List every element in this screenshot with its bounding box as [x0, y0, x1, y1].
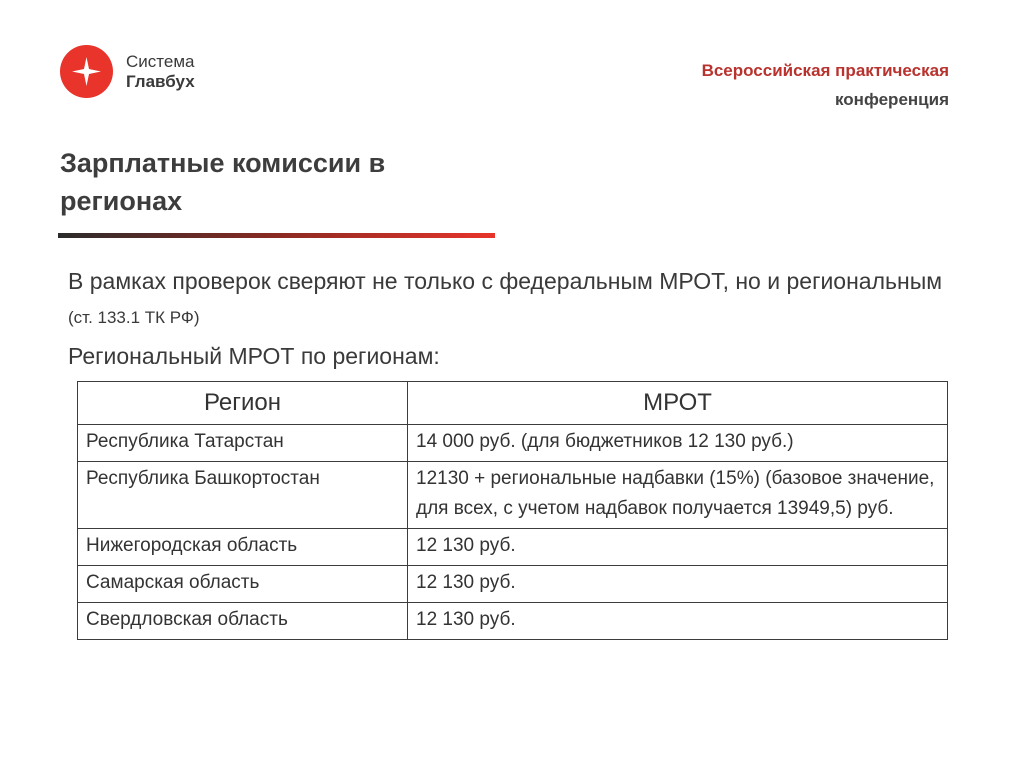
brand-logo	[60, 45, 195, 98]
law-reference: (ст. 133.1 ТК РФ)	[68, 308, 200, 327]
intro-paragraph	[68, 264, 968, 335]
header-mrot: МРОТ	[408, 382, 948, 425]
mrot-cell: 12 130 руб.	[408, 529, 948, 566]
table-row	[78, 529, 948, 566]
table-caption: Региональный МРОТ по регионам:	[68, 343, 440, 369]
mrot-cell: 14 000 руб. (для бюджетников 12 130 руб.)	[408, 425, 948, 462]
region-cell: Республика Башкортостан	[78, 462, 408, 529]
mrot-cell: 12 130 руб.	[408, 566, 948, 603]
intro-text: В рамках проверок сверяют не только с федеральным МРОТ, но и региональным	[68, 268, 943, 294]
page-title: Зарплатные комиссии в регионах	[60, 148, 386, 216]
table-row	[78, 566, 948, 603]
region-cell: Самарская область	[78, 566, 408, 603]
table-row	[78, 603, 948, 640]
conference-label	[702, 56, 949, 114]
mrot-table	[77, 381, 948, 640]
mrot-cell: 12130 + региональные надбавки (15%) (базовое значение, для всех, с учетом надбавок получается 13949,5) руб.	[408, 462, 948, 529]
brand-name-line2: Главбух	[126, 71, 195, 91]
conference-line2: конференция	[835, 90, 949, 109]
header-region: Регион	[78, 382, 408, 425]
mrot-cell: 12 130 руб.	[408, 603, 948, 640]
conference-line1: Всероссийская практическая	[701, 61, 949, 80]
brand-star-icon	[60, 45, 113, 98]
title-underline	[58, 233, 495, 238]
brand-name-line1: Система	[126, 51, 195, 71]
region-cell: Республика Татарстан	[78, 425, 408, 462]
table-header-row	[78, 382, 948, 425]
region-cell: Свердловская область	[78, 603, 408, 640]
table-row	[78, 425, 948, 462]
region-cell: Нижегородская область	[78, 529, 408, 566]
table-row	[78, 462, 948, 529]
